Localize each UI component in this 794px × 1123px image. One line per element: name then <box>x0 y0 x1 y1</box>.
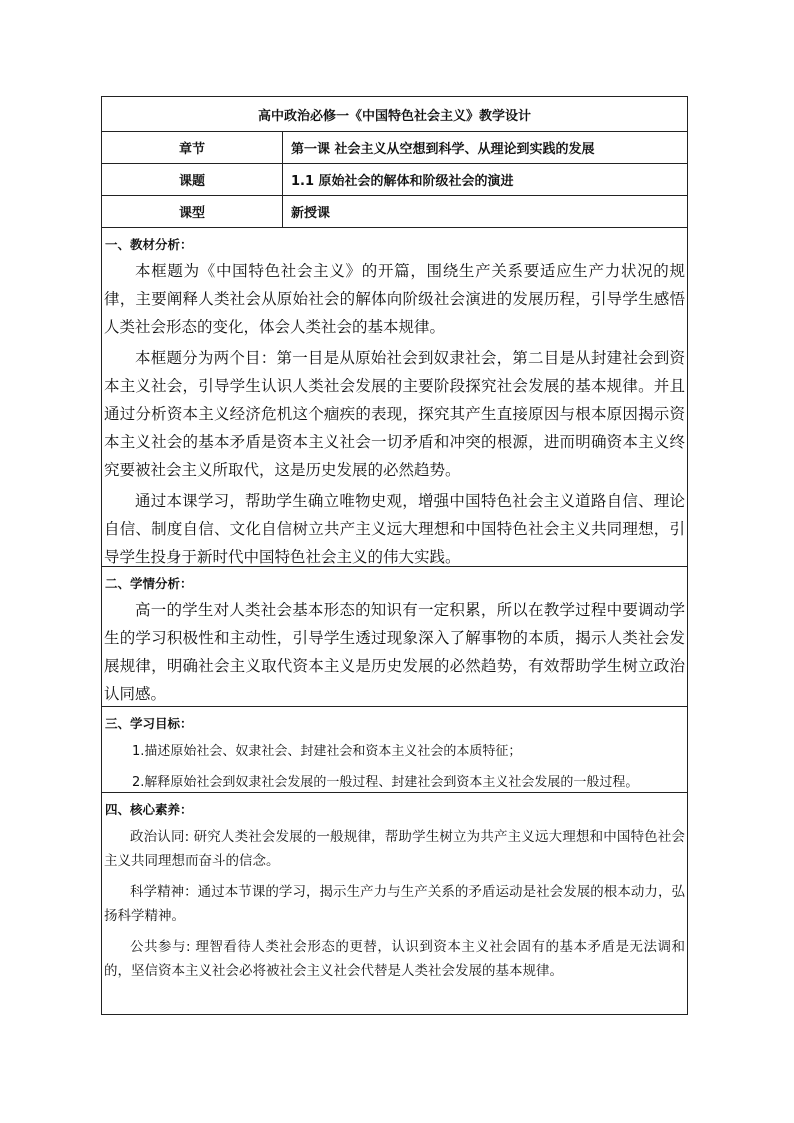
meta-key: 课题 <box>102 164 283 195</box>
meta-value: 新授课 <box>291 206 331 221</box>
meta-key: 章节 <box>102 132 283 163</box>
section-learning-goals <box>102 707 687 793</box>
meta-row-topic <box>102 164 687 196</box>
meta-value: 第一课 社会主义从空想到科学、从理论到实践的发展 <box>291 142 595 157</box>
goal-item: 2.解释原始社会到奴隶社会发展的一般过程、封建社会到资本主义社会发展的一般过程。 <box>132 775 639 790</box>
meta-row-lesson-type <box>102 196 687 228</box>
literacy-paragraph: 科学精神：通过本节课的学习，揭示生产力与生产关系的矛盾运动是社会发展的根本动力，弘扬科学精神。 <box>104 884 685 924</box>
section-heading: 三、学习目标： <box>105 716 193 731</box>
section-student-analysis <box>102 567 687 707</box>
paragraph: 高一的学生对人类社会基本形态的知识有一定积累，所以在教学过程中要调动学生的学习积极性和主动性，引导学生透过现象深入了解事物的本质，揭示人类社会发展规律，明确社会主义取代资本主义是历史发展的必然趋势，有效帮助学生树立政治认同感。 <box>104 601 685 703</box>
meta-value: 1.1 原始社会的解体和阶级社会的演进 <box>291 174 514 189</box>
meta-key: 课型 <box>102 196 283 227</box>
section-textbook-analysis <box>102 228 687 567</box>
section-core-literacy <box>102 793 687 1015</box>
paragraph: 本框题分为两个目：第一目是从原始社会到奴隶社会，第二目是从封建社会到资本主义社会，引导学生认识人类社会发展的主要阶段探究社会发展的基本规律。并且通过分析资本主义经济危机这个痼疾的表现，探究其产生直接原因与根本原因揭示资本主义社会的基本矛盾是资本主义社会一切矛盾和冲突的根源，进而明确资本主义终究要被社会主义所取代，这是历史发展的必然趋势。 <box>104 349 685 479</box>
section-heading: 四、核心素养： <box>105 802 193 817</box>
literacy-paragraph: 公共参与: 理智看待人类社会形态的更替，认识到资本主义社会固有的基本矛盾是无法调和的，坚信资本主义社会必将被社会主义社会代替是人类社会发展的基本规律。 <box>104 939 685 979</box>
literacy-paragraph: 政治认同: 研究人类社会发展的一般规律，帮助学生树立为共产主义远大理想和中国特色社会主义共同理想而奋斗的信念。 <box>104 829 685 869</box>
lesson-plan-table <box>101 96 688 1015</box>
meta-row-chapter <box>102 132 687 164</box>
paragraph: 通过本课学习，帮助学生确立唯物史观，增强中国特色社会主义道路自信、理论自信、制度自信、文化自信树立共产主义远大理想和中国特色社会主义共同理想，引导学生投身于新时代中国特色社会主义的伟大实践。 <box>104 492 685 566</box>
section-heading: 二、学情分析： <box>105 576 193 591</box>
goal-item: 1.描述原始社会、奴隶社会、封建社会和资本主义社会的本质特征； <box>132 744 522 759</box>
document-title: 高中政治必修一《中国特色社会主义》教学设计 <box>102 97 687 132</box>
paragraph: 本框题为《中国特色社会主义》的开篇，围绕生产关系要适应生产力状况的规律，主要阐释人类社会从原始社会的解体向阶级社会演进的发展历程，引导学生感悟人类社会形态的变化，体会人类社会的基本规律。 <box>104 262 685 336</box>
section-heading: 一、教材分析： <box>105 237 193 252</box>
